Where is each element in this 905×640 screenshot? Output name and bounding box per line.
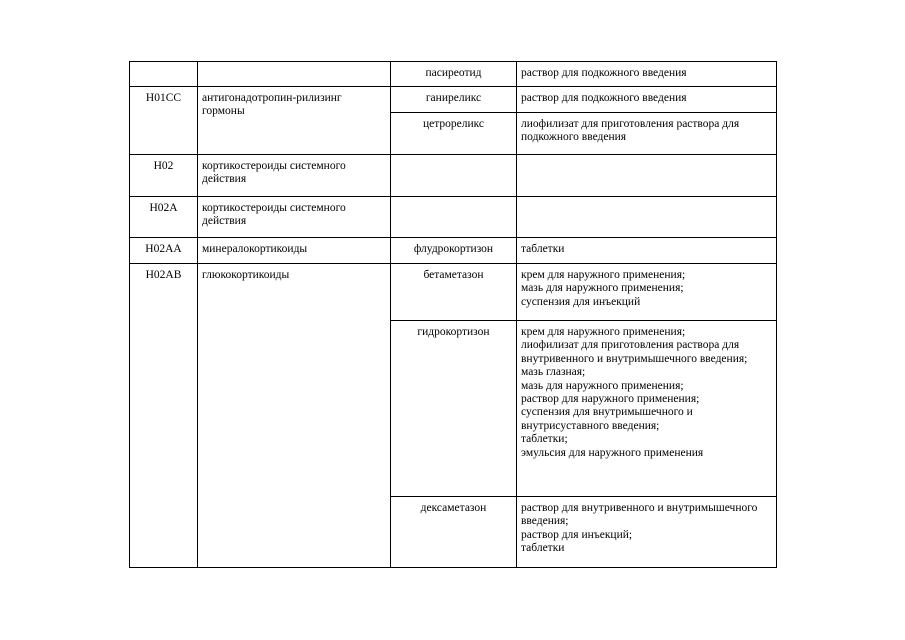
- dosage-forms-cell: таблетки: [517, 238, 777, 264]
- dosage-forms-cell: крем для наружного применения; лиофилизат для приготовления раствора для внутривенного и внутримышечного введения; мазь глазная; мазь для наружного применения; раствор для наружного применения; суспензия для внутримышечного и внутрисуставного введения; таблетки; эмульсия для наружного применения: [517, 321, 777, 497]
- group-name-cell: кортикостероиды системного действия: [198, 155, 391, 197]
- drug-table: [129, 61, 777, 568]
- group-name-cell: антигонадотропин-рилизинг гормоны: [198, 87, 391, 155]
- table-row: [130, 264, 777, 321]
- substance-cell: гидрокортизон: [391, 321, 517, 497]
- dosage-forms-cell: [517, 197, 777, 238]
- substance-cell: цетрореликс: [391, 113, 517, 155]
- atc-code-cell: [130, 62, 198, 87]
- atc-code-cell: H02AB: [130, 264, 198, 568]
- table-row: [130, 62, 777, 87]
- atc-code-cell: H02AA: [130, 238, 198, 264]
- dosage-forms-cell: [517, 155, 777, 197]
- dosage-forms-cell: раствор для внутривенного и внутримышечного введения; раствор для инъекций; таблетки: [517, 497, 777, 568]
- group-name-cell: [198, 62, 391, 87]
- substance-cell: ганиреликс: [391, 87, 517, 113]
- substance-cell: [391, 155, 517, 197]
- substance-cell: [391, 197, 517, 238]
- table-row: [130, 197, 777, 238]
- atc-code-cell: H02A: [130, 197, 198, 238]
- group-name-cell: глюкокортикоиды: [198, 264, 391, 568]
- substance-cell: дексаметазон: [391, 497, 517, 568]
- table-row: [130, 238, 777, 264]
- atc-code-cell: H01CC: [130, 87, 198, 155]
- dosage-forms-cell: лиофилизат для приготовления раствора для подкожного введения: [517, 113, 777, 155]
- dosage-forms-cell: раствор для подкожного введения: [517, 87, 777, 113]
- atc-code-cell: H02: [130, 155, 198, 197]
- dosage-forms-cell: раствор для подкожного введения: [517, 62, 777, 87]
- substance-cell: бетаметазон: [391, 264, 517, 321]
- table-row: [130, 87, 777, 113]
- dosage-forms-cell: крем для наружного применения; мазь для наружного применения; суспензия для инъекций: [517, 264, 777, 321]
- substance-cell: пасиреотид: [391, 62, 517, 87]
- group-name-cell: кортикостероиды системного действия: [198, 197, 391, 238]
- group-name-cell: минералокортикоиды: [198, 238, 391, 264]
- substance-cell: флудрокортизон: [391, 238, 517, 264]
- table-row: [130, 155, 777, 197]
